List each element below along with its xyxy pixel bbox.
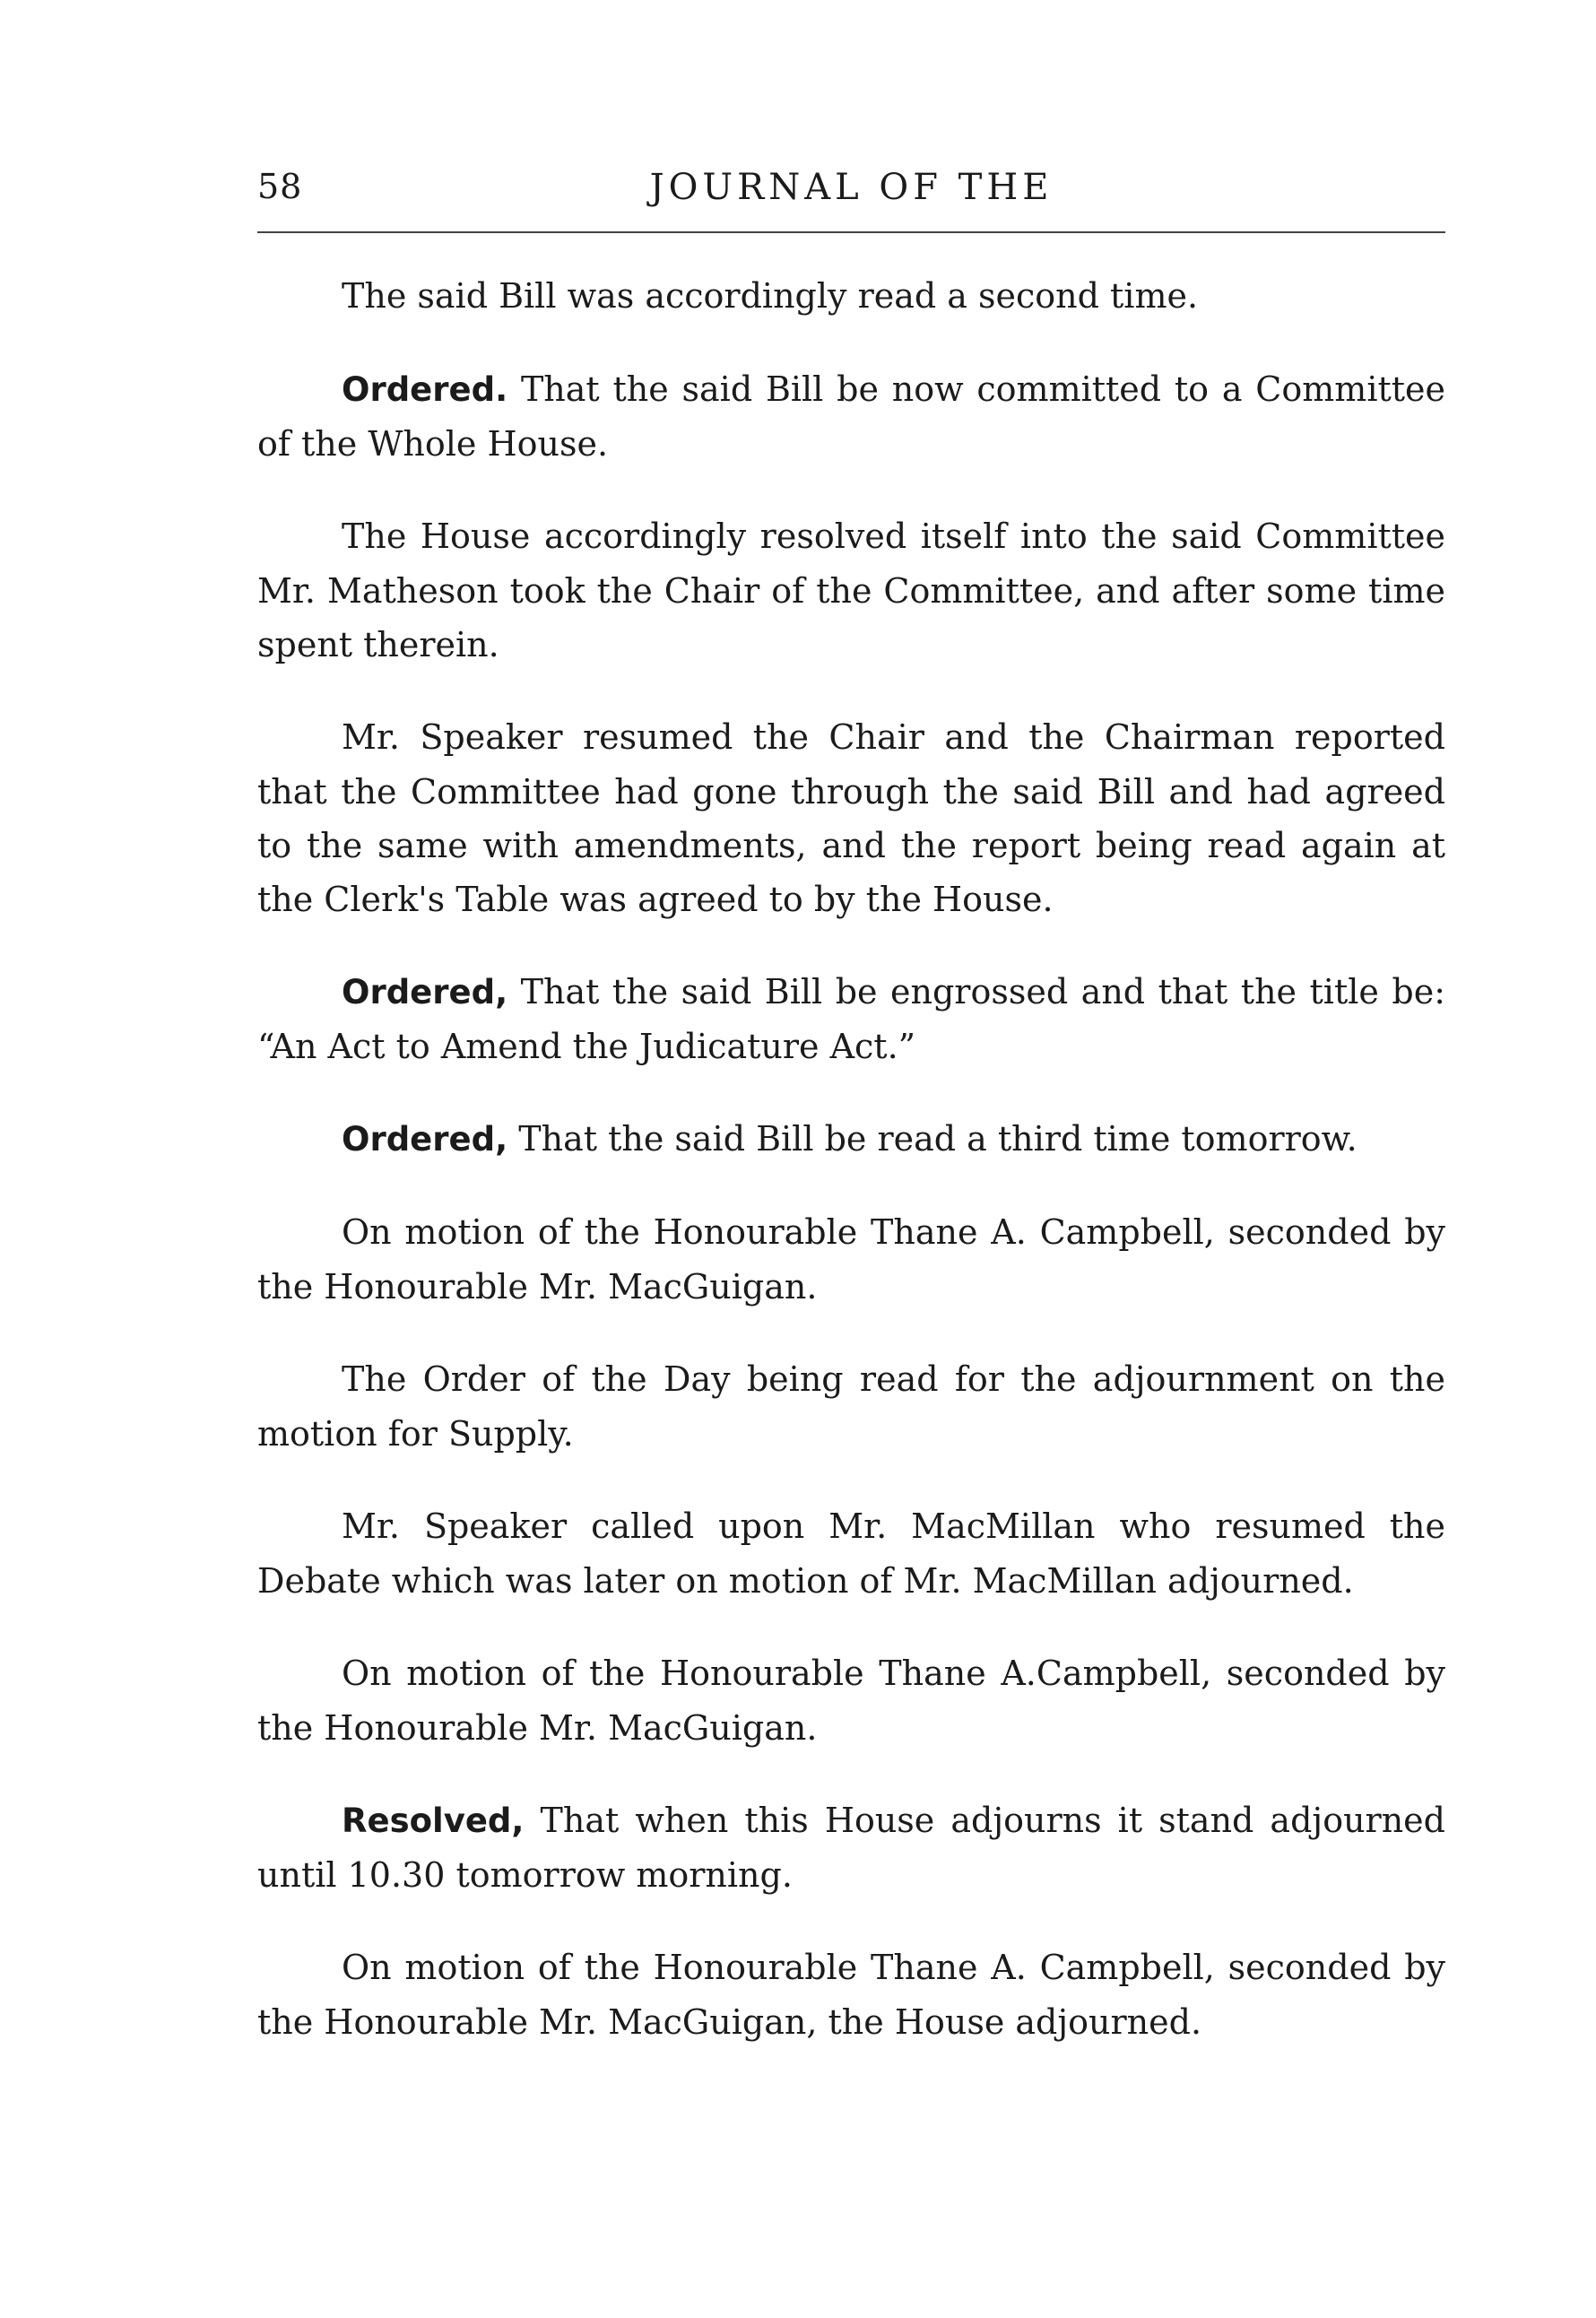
paragraph-text: On motion of the Honourable Thane A.Campbell, seconded by the Honourable Mr. MacGuigan. [257,1654,1445,1748]
paragraph-text: That the said Bill be read a third time tomorrow. [507,1119,1357,1159]
paragraph-text: Mr. Speaker called upon Mr. MacMillan who resumed the Debate which was later on motion of Mr. MacMillan adjourned. [257,1506,1445,1601]
page-header [257,160,1445,222]
paragraph-text: That the said Bill be now committed to a Committee of the Whole House. [257,369,1445,464]
paragraph-text: The House accordingly resolved itself into the said Committee Mr. Matheson took the Chair of the Committee, and after some time spent therein. [257,517,1445,664]
paragraph-house-adjourned [257,1940,1445,2049]
paragraph-text: On motion of the Honourable Thane A. Campbell, seconded by the Honourable Mr. MacGuigan, the House adjourned. [257,1948,1445,2042]
paragraph-text: That when this House adjourns it stand adjourned until 10.30 tomorrow morning. [257,1801,1445,1895]
paragraph-text: Mr. Speaker resumed the Chair and the Chairman reported that the Committee had gone through the said Bill and had agreed to the same with amendments, and the report being read again at the Clerk's Table was agreed to by the House. [257,717,1445,919]
paragraph-ordered-third-reading [257,1112,1445,1167]
paragraph-text: The Order of the Day being read for the adjournment on the motion for Supply. [257,1359,1445,1454]
journal-body [257,269,1445,2049]
paragraph-text: The said Bill was accordingly read a second time. [342,276,1199,316]
running-head: JOURNAL OF THE [649,167,1054,208]
paragraph-committee-of-whole [257,509,1445,672]
paragraph-lead: Ordered. [342,370,508,409]
paragraph-motion-campbell-2 [257,1646,1445,1755]
header-rule [257,231,1445,233]
paragraph-resolved-adjourn [257,1793,1445,1902]
paragraph-ordered-committed [257,362,1445,471]
paragraph-motion-campbell-1 [257,1205,1445,1314]
page-number: 58 [257,167,303,206]
paragraph-lead: Ordered, [342,973,508,1011]
paragraph-second-reading [257,269,1445,324]
paragraph-lead: Resolved, [342,1801,525,1840]
paragraph-macmillan-debate [257,1499,1445,1608]
paragraph-text: On motion of the Honourable Thane A. Campbell, seconded by the Honourable Mr. MacGuigan. [257,1212,1445,1307]
paragraph-text: That the said Bill be engrossed and that the title be: “An Act to Amend the Judicature Act.” [257,972,1445,1066]
paragraph-speaker-resumed [257,710,1445,926]
paragraph-order-of-day [257,1352,1445,1461]
paragraph-lead: Ordered, [342,1120,508,1159]
paragraph-ordered-engrossed [257,965,1445,1073]
